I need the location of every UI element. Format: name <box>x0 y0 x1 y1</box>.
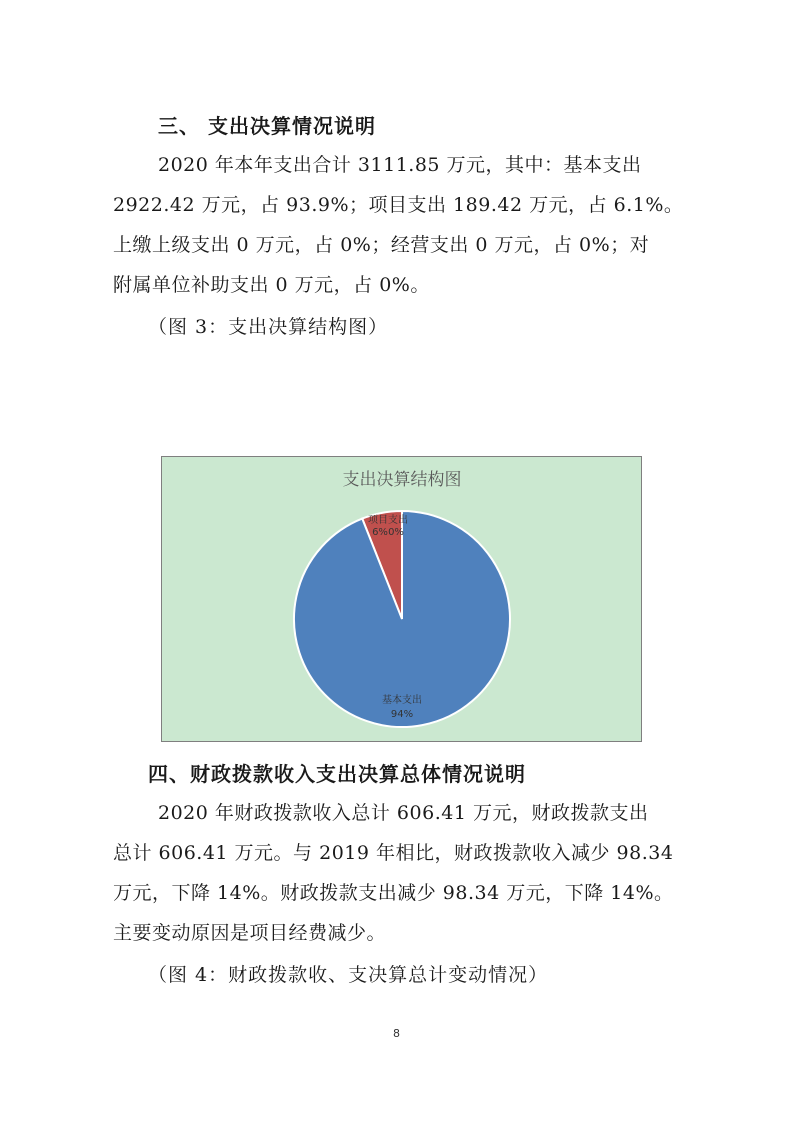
pie-chart-canvas <box>162 457 641 741</box>
section-4-line-2: 总计 606.41 万元。与 2019 年相比，财政拨款收入减少 98.34 <box>113 842 674 864</box>
section-3-heading: 三、 支出决算情况说明 <box>158 114 376 138</box>
pie-label-name-1: 项目支出 <box>368 515 408 526</box>
section-4-heading: 四、财政拨款收入支出决算总体情况说明 <box>148 762 526 786</box>
chart-title: 支出决算结构图 <box>342 470 462 490</box>
pie-label-pct-1: 6% <box>372 527 388 538</box>
section-4-line-1: 2020 年财政拨款收入总计 606.41 万元，财政拨款支出 <box>158 802 649 824</box>
section-3-line-2: 2922.42 万元，占 93.9%；项目支出 189.42 万元，占 6.1%。 <box>113 194 684 216</box>
section-3-line-3: 上缴上级支出 0 万元，占 0%；经营支出 0 万元，占 0%；对 <box>113 234 650 256</box>
section-3-line-4: 附属单位补助支出 0 万元，占 0%。 <box>113 274 430 296</box>
page-number: 8 <box>393 1027 400 1040</box>
pie-label-pct-2: 0% <box>388 527 404 538</box>
section-4-line-4: 主要变动原因是项目经费减少。 <box>113 922 387 944</box>
section-3-line-1: 2020 年本年支出合计 3111.85 万元，其中：基本支出 <box>158 154 642 176</box>
expenditure-structure-chart <box>161 456 642 742</box>
figure-3-caption: （图 3：支出决算结构图） <box>148 316 389 338</box>
pie-label-pct-0: 94% <box>390 709 414 720</box>
section-4-line-3: 万元，下降 14%。财政拨款支出减少 98.34 万元，下降 14%。 <box>113 882 674 904</box>
pie-label-name-0: 基本支出 <box>382 695 422 706</box>
figure-4-caption: （图 4：财政拨款收、支决算总计变动情况） <box>148 964 549 986</box>
